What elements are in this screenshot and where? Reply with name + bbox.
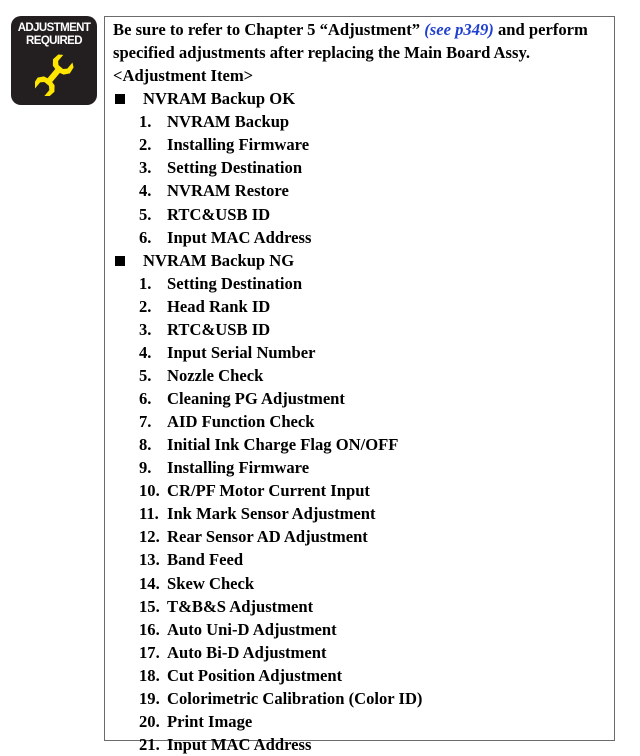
item-number: 5. (139, 204, 152, 224)
item-label: Ink Mark Sensor Adjustment (167, 504, 376, 524)
item-number: 6. (139, 389, 152, 408)
item-label: Setting Destination (167, 273, 303, 293)
intro-text-cont: and perform (493, 20, 588, 39)
intro-line-2: specified adjustments after replacing the Main Board Assy. (113, 43, 530, 63)
adjustment-sections (113, 87, 610, 756)
item-number: 16. (139, 619, 160, 639)
item-number: 2. (139, 135, 152, 155)
item-number: 8. (139, 435, 152, 455)
section-title (113, 249, 610, 272)
list-item (113, 664, 610, 687)
item-label: NVRAM Restore (167, 181, 289, 201)
list-item (113, 433, 610, 456)
list-item (113, 110, 610, 133)
list-item (113, 203, 610, 226)
intro-line-1 (113, 18, 610, 41)
item-label: Head Rank ID (167, 296, 271, 316)
item-number: 3. (139, 319, 152, 339)
badge-line-1: ADJUSTMENT (17, 22, 91, 34)
item-label: Input Serial Number (167, 342, 316, 362)
item-number: 2. (139, 296, 152, 316)
item-label: Cleaning PG Adjustment (167, 389, 345, 408)
list-item (113, 595, 610, 618)
list-item (113, 364, 610, 387)
list-item (113, 341, 610, 364)
item-label: Band Feed (167, 550, 244, 570)
list-item (113, 387, 610, 410)
item-number: 14. (139, 573, 160, 593)
item-label: Nozzle Check (167, 365, 264, 385)
item-label: Auto Uni-D Adjustment (167, 619, 337, 639)
item-label: Input MAC Address (167, 734, 312, 754)
item-label: Installing Firmware (167, 135, 310, 155)
square-bullet-icon (115, 256, 125, 266)
list-item (113, 318, 610, 341)
item-label: Skew Check (167, 573, 255, 593)
item-number: 21. (139, 734, 160, 754)
item-label: T&B&S Adjustment (167, 596, 314, 616)
item-number: 18. (139, 665, 160, 685)
list-item (113, 179, 610, 202)
item-number: 4. (139, 181, 152, 201)
list-item (113, 548, 610, 571)
item-number: 1. (139, 112, 152, 132)
list-item (113, 295, 610, 318)
item-label: RTC&USB ID (167, 204, 271, 224)
item-label: Cut Position Adjustment (167, 665, 343, 685)
page-reference-link[interactable]: (see p349) (424, 20, 494, 39)
item-number: 11. (139, 504, 159, 524)
item-number: 7. (139, 412, 152, 432)
square-bullet-icon (115, 94, 125, 104)
item-label: Input MAC Address (167, 227, 312, 247)
list-item (113, 572, 610, 595)
item-label: Initial Ink Charge Flag ON/OFF (167, 435, 399, 455)
item-label: AID Function Check (167, 412, 315, 432)
item-label: Auto Bi-D Adjustment (167, 642, 327, 662)
item-label: Colorimetric Calibration (Color ID) (167, 688, 423, 708)
item-number: 6. (139, 227, 152, 247)
item-number: 19. (139, 688, 160, 708)
item-number: 5. (139, 365, 152, 385)
item-number: 20. (139, 711, 160, 731)
list-item (113, 456, 610, 479)
section-title-text: NVRAM Backup OK (143, 89, 296, 109)
list-item (113, 733, 610, 756)
item-label: CR/PF Motor Current Input (167, 481, 370, 501)
list-item (113, 272, 610, 295)
adjustment-required-badge (11, 16, 97, 105)
list-item (113, 687, 610, 710)
item-label: Print Image (167, 711, 253, 731)
list-item (113, 226, 610, 249)
notice-content (113, 18, 610, 756)
item-number: 9. (139, 458, 152, 478)
list-item (113, 641, 610, 664)
item-number: 10. (139, 481, 160, 501)
item-label: Rear Sensor AD Adjustment (167, 527, 368, 547)
section-title-text: NVRAM Backup NG (143, 250, 295, 270)
list-item (113, 618, 610, 641)
list-item (113, 156, 610, 179)
list-item (113, 479, 610, 502)
item-label: Installing Firmware (167, 458, 310, 478)
adjustment-item-heading: <Adjustment Item> (113, 66, 254, 86)
section-title (113, 87, 610, 110)
badge-line-2: REQUIRED (26, 35, 82, 47)
list-item (113, 525, 610, 548)
item-number: 13. (139, 550, 160, 570)
item-number: 3. (139, 158, 152, 178)
adjustment-notice-box (104, 16, 615, 754)
item-label: RTC&USB ID (167, 319, 271, 339)
item-number: 12. (139, 527, 160, 547)
list-item (113, 133, 610, 156)
list-item (113, 502, 610, 525)
item-number: 15. (139, 596, 160, 616)
item-number: 1. (139, 273, 152, 293)
item-number: 4. (139, 342, 152, 362)
item-label: Setting Destination (167, 158, 303, 178)
list-item (113, 710, 610, 733)
intro-text: Be sure to refer to Chapter 5 “Adjustment” (113, 20, 425, 39)
list-item (113, 410, 610, 433)
badge-label (11, 22, 97, 48)
item-number: 17. (139, 642, 160, 662)
wrench-icon (35, 52, 75, 96)
item-label: NVRAM Backup (167, 112, 290, 132)
